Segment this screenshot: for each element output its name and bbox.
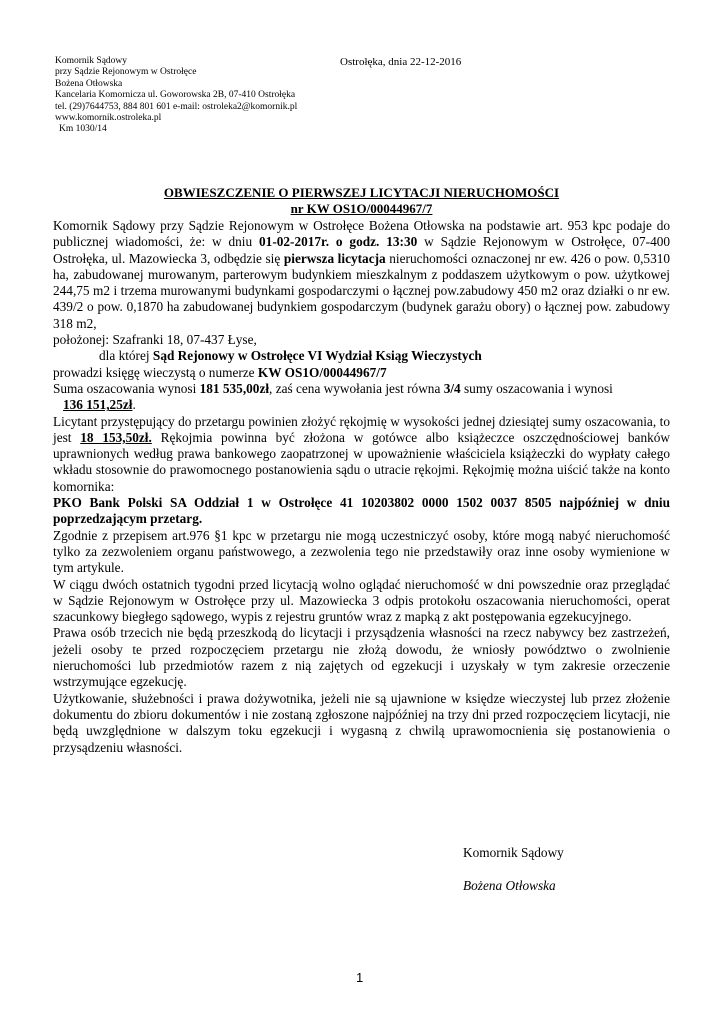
deposit-amount: 18 153,50zł. [80, 429, 152, 445]
sender-header [55, 56, 297, 136]
text: . [132, 397, 136, 413]
header-line: tel. (29)7644753, 884 801 601 e-mail: ostroleka2@komornik.pl [55, 101, 298, 112]
starting-price-line [53, 397, 670, 413]
text: nieruchomości oznaczonej nr ew. 426 o pow. 0,5310 ha, zabudowanej murowanym, parterowym budynkiem mieszkalnym z poddaszem użytkowym o pow. użytkowej 244,75 m2 i trzema murowanymi budynkami gospodarczymi o łącznej pow.zabudowy 450 m2 oraz działki o nr ew. 439/2 o pow. 0,1870 ha zabudowanej budynkiem gospodarczym (budynek garażu obory) o łącznej pow. zabudowy 318 m2, [53, 250, 671, 331]
paragraph-third-party: Prawa osób trzecich nie będą przeszkodą do licytacji i przysądzenia własności na rzecz nabywcy bez zastrzeżeń, jeżeli osoby te przed rozpoczęciem przetargu nie złożą dowodu, że wniosły powództwo o zwolnienie nieruchomości lub przedmiotów razem z nią zajętych od egzekucji i uzyskały w tym zakresie orzeczenie wstrzymujące egzekucję. [53, 625, 670, 690]
valuation-line [53, 381, 670, 397]
paragraph-art976: Zgodnie z przepisem art.976 §1 kpc w przetargu nie mogą uczestniczyć osoby, które mogą nabyć nieruchomość tylko za zezwoleniem organu państwowego, a zezwolenia tego nie przedstawiły oraz inne osoby wymienione w tym artykule. [53, 527, 670, 576]
kw-number: KW OS1O/00044967/7 [257, 364, 387, 380]
text: Rękojmia powinna być złożona w gotówce albo książeczce oszczędnościowej banków uprawnionych według prawa bankowego zaopatrzonej w upoważnienie właściciela książeczki do wypłaty całego wkładu stosownie do prawomocnego postanowienia sądu o utracie rękojmi. Rękojmię można uiścić także na konto komornika: [53, 429, 671, 494]
paragraph-deposit [53, 414, 670, 495]
signature-name: Bożena Otłowska [463, 878, 556, 893]
property-location: położonej: Szafranki 18, 07-437 Łyse, [53, 332, 257, 348]
case-number: Km 1030/14 [59, 124, 107, 135]
starting-price: 136 151,25zł [63, 397, 133, 413]
text: dla której [99, 348, 153, 364]
paragraph-rights: Użytkowanie, służebności i prawa dożywotnika, jeżeli nie są ujawnione w księdze wieczystej lub przez złożenie dokumentu do zbioru dokumentów i nie zostaną zgłoszone najpóźniej na trzy dni przed rozpoczęciem licytacji, nie będą uwzględnione w dalszym toku egzekucji i wygasną z chwilą uprawomocnienia się postanowienia o przysądzeniu własności. [53, 690, 670, 755]
valuation-sum: 181 535,00zł [199, 380, 270, 396]
signature-role: Komornik Sądowy [463, 845, 564, 860]
text: Suma oszacowania wynosi [53, 380, 200, 396]
court-name: Sąd Rejonowy w Ostrołęce VI Wydział Ksiąg Wieczystych [152, 348, 482, 364]
kw-line [53, 365, 670, 381]
header-line: Bożena Otłowska [55, 78, 123, 89]
text: Licytant przystępujący do przetargu powinien złożyć rękojmię w wysokości jednej dziesiątej sumy oszacowania, to jest [53, 413, 670, 445]
header-line: Komornik Sądowy [55, 56, 128, 66]
header-line: Kancelaria Komornicza ul. Goworowska 2B, 07-410 Ostrołęka [55, 90, 296, 101]
court-line [53, 348, 670, 364]
page-number: 1 [356, 970, 364, 985]
auction-date: 01-02-2017r. o godz. 13:30 [259, 234, 418, 250]
notice-kw-number: nr KW OS1O/00044967/7 [290, 201, 433, 216]
paragraph-inspection: W ciągu dwóch ostatnich tygodni przed licytacją wolno oglądać nieruchomość w dni powszednie oraz przeglądać w Sądzie Rejonowym w Ostrołęce przy ul. Mazowiecka 3 odpis protokołu oszacowania nieruchomości, operat szacunkowy biegłego sądowego, wypis z rejestru gruntów wraz z mapką z akt postępowania egzekucyjnego. [53, 576, 670, 625]
text: w Sądzie Rejonowym w Ostrołęce, 07-400 Ostrołęka, ul. Mazowiecka 3, odbędzie się [53, 234, 671, 266]
notice-body [53, 218, 670, 756]
text: , zaś cena wywołania jest równa [269, 380, 444, 396]
auction-type: pierwsza licytacja [283, 250, 386, 266]
bank-account: PKO Bank Polski SA Oddział 1 w Ostrołęce 41 10203802 0000 1502 0037 8505 najpóźniej w dniu poprzedzającym przetarg. [53, 495, 670, 527]
header-line: przy Sądzie Rejonowym w Ostrołęce [55, 67, 197, 78]
text: Komornik Sądowy przy Sądzie Rejonowym w Ostrołęce Bożena Otłowska na podstawie art. 953 kpc podaje do publicznej wiadomości, że: w dniu [53, 218, 670, 250]
document-date: Ostrołęka, dnia 22-12-2016 [340, 56, 462, 68]
text: prowadzi księgę wieczystą o numerze [53, 364, 258, 380]
header-line: www.komornik.ostroleka.pl [55, 113, 162, 124]
text: sumy oszacowania i wynosi [460, 380, 613, 396]
notice-title: OBWIESZCZENIE O PIERWSZEJ LICYTACJI NIERUCHOMOŚCI [163, 185, 560, 200]
valuation-fraction: 3/4 [443, 380, 461, 396]
paragraph-auction [53, 218, 670, 332]
